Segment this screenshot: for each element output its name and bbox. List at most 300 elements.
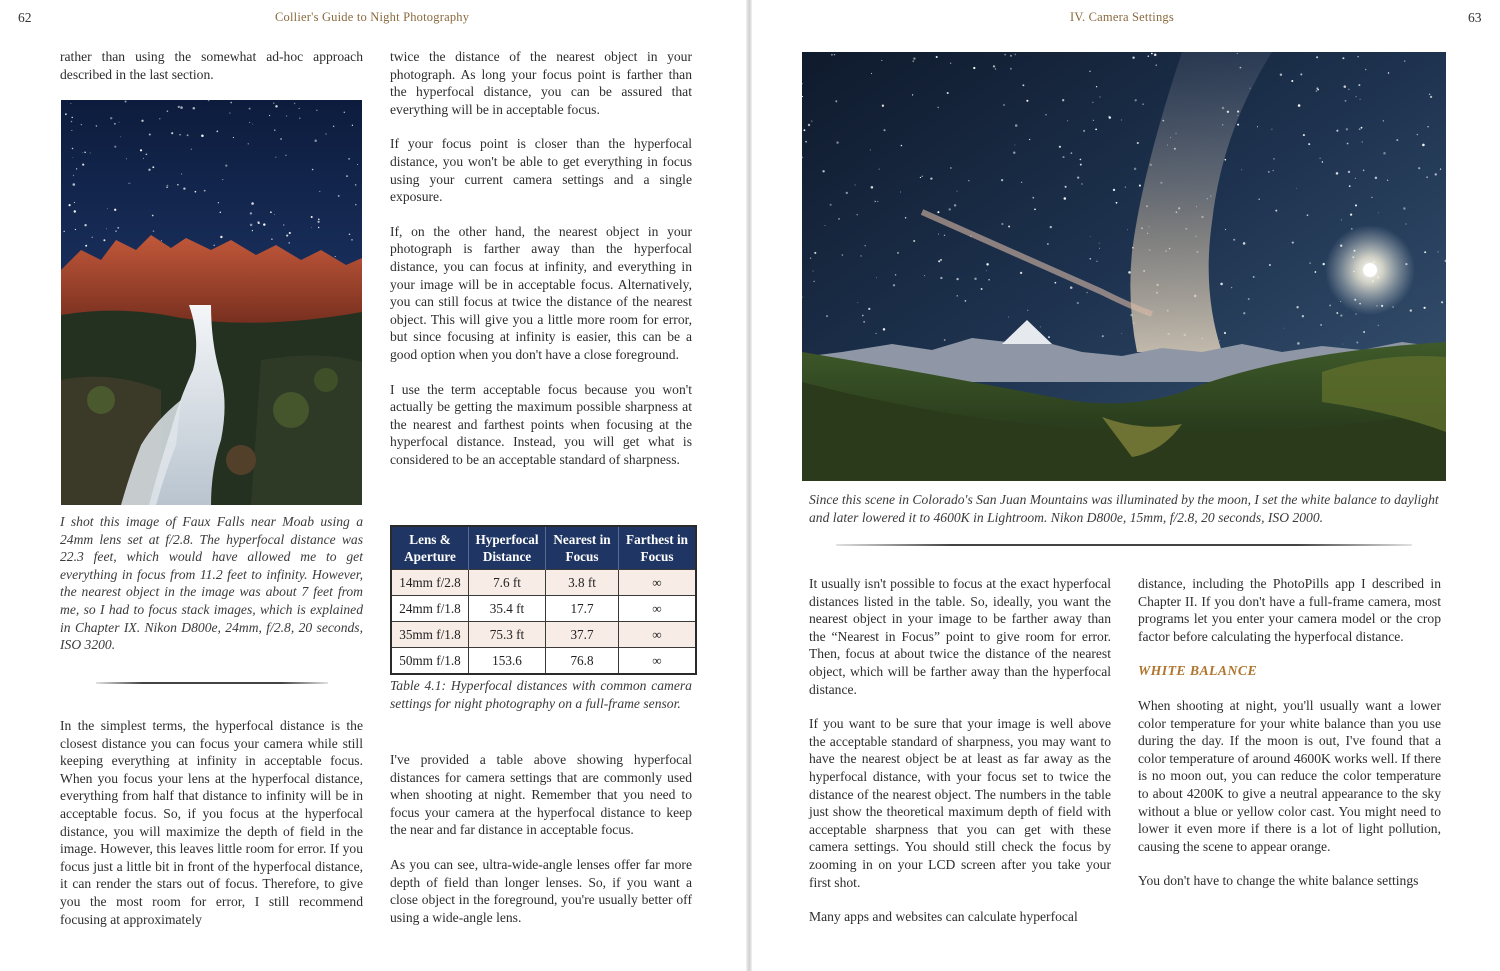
star <box>957 191 958 192</box>
star <box>1284 328 1285 329</box>
star <box>1349 185 1351 187</box>
star <box>986 263 988 265</box>
star <box>1099 243 1100 244</box>
star <box>257 221 259 223</box>
star <box>877 201 878 202</box>
star <box>72 157 73 158</box>
star <box>883 129 885 131</box>
star <box>1348 89 1349 90</box>
star <box>1355 204 1357 206</box>
star <box>220 212 221 213</box>
page-number-left: 62 <box>18 10 32 25</box>
star <box>874 201 875 202</box>
star <box>1320 324 1322 326</box>
star <box>1359 128 1361 130</box>
waterfall-photo-image <box>61 100 362 505</box>
milky-way-photo <box>802 52 1446 481</box>
star <box>1296 188 1297 189</box>
star <box>119 122 120 123</box>
star <box>110 117 112 119</box>
star <box>1089 258 1091 260</box>
star <box>1001 223 1003 225</box>
star <box>1424 251 1426 253</box>
star <box>229 113 230 114</box>
star <box>1307 214 1309 216</box>
star <box>968 180 970 182</box>
star <box>1355 178 1356 179</box>
star <box>70 103 71 104</box>
star <box>249 108 251 110</box>
star <box>181 173 182 174</box>
star <box>1378 212 1379 213</box>
star <box>230 102 232 104</box>
star <box>126 158 127 159</box>
star <box>1340 315 1342 317</box>
star <box>1378 325 1379 326</box>
star <box>248 143 249 144</box>
star <box>82 164 84 166</box>
star <box>117 227 119 229</box>
star <box>1134 168 1136 170</box>
section-heading-white-balance: WHITE BALANCE <box>1138 663 1258 679</box>
table-cell: 3.8 ft <box>546 570 619 596</box>
star <box>1064 197 1067 200</box>
left-col2-bottom <box>390 751 692 943</box>
star <box>314 139 317 142</box>
star <box>76 168 77 169</box>
waterfall-photo <box>61 100 362 505</box>
star <box>159 118 160 119</box>
left-page <box>0 0 748 971</box>
star <box>913 57 915 59</box>
star <box>1388 72 1389 73</box>
star <box>1020 272 1022 274</box>
star <box>318 219 320 221</box>
star <box>1113 189 1115 191</box>
star <box>912 60 914 62</box>
milky-way-caption: Since this scene in Colorado's San Juan Mountains was illuminated by the moon, I set the white balance to daylight and later lowered it to 4600K in Lightroom. Nikon D800e, 15mm, f/2.8, 20 seconds, ISO 2000. <box>809 492 1439 525</box>
star <box>956 278 958 280</box>
star <box>1067 120 1068 121</box>
star <box>1361 127 1363 129</box>
star <box>317 221 319 223</box>
star <box>71 130 72 131</box>
star <box>1273 158 1274 159</box>
table-cell: ∞ <box>619 570 697 596</box>
star <box>357 164 358 165</box>
star <box>220 236 222 238</box>
star <box>1241 169 1242 170</box>
hyperfocal-table <box>390 525 697 675</box>
star <box>233 137 234 138</box>
star <box>65 113 67 115</box>
star <box>1345 100 1347 102</box>
star <box>1010 68 1012 70</box>
star <box>289 232 291 234</box>
paragraph: rather than using the somewhat ad-hoc approach described in the last section. <box>60 49 363 82</box>
star <box>103 239 105 241</box>
star <box>286 116 287 117</box>
star <box>1243 242 1246 245</box>
star <box>1440 169 1441 170</box>
star <box>1102 335 1104 337</box>
star <box>352 125 353 126</box>
star <box>901 145 903 147</box>
star <box>826 315 827 316</box>
star <box>1342 344 1343 345</box>
star <box>879 169 880 170</box>
star <box>893 284 895 286</box>
table-cell: 35mm f/1.8 <box>391 622 469 648</box>
star <box>938 260 940 262</box>
star <box>1356 96 1357 97</box>
star <box>251 202 254 205</box>
star <box>973 67 975 69</box>
star <box>1220 283 1223 286</box>
star <box>1095 129 1097 131</box>
table-cell: 153.6 <box>469 648 546 675</box>
star <box>1296 306 1298 308</box>
star <box>1070 286 1073 289</box>
star <box>1032 197 1034 199</box>
table-cell: 17.7 <box>546 596 619 622</box>
star <box>355 204 357 206</box>
star <box>1001 179 1003 181</box>
table-cell: 50mm f/1.8 <box>391 648 469 675</box>
star <box>193 107 196 110</box>
star <box>1139 185 1141 187</box>
star <box>1065 186 1067 188</box>
star <box>152 215 154 217</box>
star <box>201 135 204 138</box>
star <box>1426 176 1428 178</box>
table-row <box>391 596 696 622</box>
star <box>1435 173 1437 175</box>
star <box>834 54 835 55</box>
star <box>125 100 127 102</box>
star <box>335 256 336 257</box>
star <box>813 281 814 282</box>
star <box>274 214 275 215</box>
star <box>120 136 121 137</box>
star <box>1422 144 1425 147</box>
table-cell: 14mm f/2.8 <box>391 570 469 596</box>
star <box>895 274 896 275</box>
star <box>191 149 192 150</box>
star <box>140 149 142 151</box>
star <box>1142 103 1144 105</box>
star <box>286 235 288 237</box>
star <box>269 115 270 116</box>
star <box>1062 99 1064 101</box>
star <box>1029 139 1030 140</box>
star <box>252 124 253 125</box>
star <box>355 184 357 186</box>
star <box>842 254 844 256</box>
star <box>1121 119 1122 120</box>
right-col2 <box>1138 575 1441 907</box>
star <box>855 184 856 185</box>
star <box>316 110 317 111</box>
star <box>846 192 848 194</box>
star <box>974 278 977 281</box>
star <box>274 130 275 131</box>
star <box>1355 313 1356 314</box>
star <box>1059 146 1061 148</box>
star <box>1224 159 1226 161</box>
star <box>74 202 75 203</box>
star <box>808 124 810 126</box>
star <box>312 169 314 171</box>
star <box>84 224 86 226</box>
star <box>1071 152 1073 154</box>
paragraph: In the simplest terms, the hyperfocal distance is the closest distance you can focus your camera while still keeping everything at infinity in acceptable focus. When you focus your lens at the hyperfocal distance, everything from half that distance to infinity will be in acceptable focus. So, if you focus at the hyperfocal distance, you will maximize the depth of field in the image. However, this leaves little room for error. If you focus just a little bit in front of the hyperfocal distance, it can render the stars out of focus. Therefore, to give you the most room for error, I still recommend focusing at approximately <box>60 718 363 927</box>
left-col2-top <box>390 48 692 485</box>
star <box>957 295 958 296</box>
table-cell: ∞ <box>619 648 697 675</box>
star <box>922 176 923 177</box>
paragraph: distance, including the PhotoPills app I described in Chapter II. If you don't have a full-frame camera, most programs let you enter your camera model or the crop factor before calculating the hyperfocal distance. <box>1138 576 1441 644</box>
star <box>146 153 148 155</box>
star <box>831 54 833 56</box>
star <box>349 233 351 235</box>
star <box>1108 116 1109 117</box>
star <box>949 208 951 210</box>
star <box>346 175 348 177</box>
star <box>947 92 949 94</box>
paragraph: If, on the other hand, the nearest object in your photograph is farther away than the hyperfocal distance, you can focus at infinity, and everything in your image will be in acceptable focus. Alternatively, you can still focus at twice the distance of the nearest object. This will give you a little more room for error, but since focusing at infinity is easier, this can be a good option when you don't have a close foreground. <box>390 223 692 362</box>
star <box>988 279 989 280</box>
star <box>1417 134 1418 135</box>
star <box>924 275 925 276</box>
table-row <box>391 622 696 648</box>
star <box>288 242 290 244</box>
star <box>1096 261 1097 262</box>
star <box>1356 342 1358 344</box>
star <box>1387 180 1388 181</box>
star <box>171 132 173 134</box>
star <box>930 177 932 179</box>
right-page <box>752 0 1500 971</box>
star <box>325 133 326 134</box>
star <box>1410 309 1412 311</box>
star <box>1010 55 1012 57</box>
star <box>1077 302 1079 304</box>
star <box>187 134 189 136</box>
star <box>106 228 107 229</box>
table-cell: 7.6 ft <box>469 570 546 596</box>
table-cell: 24mm f/1.8 <box>391 596 469 622</box>
star <box>861 255 862 256</box>
table-caption <box>390 677 692 712</box>
star <box>1225 229 1226 230</box>
star <box>944 339 946 341</box>
star <box>1297 342 1300 345</box>
star <box>881 60 882 61</box>
star <box>814 252 816 254</box>
star <box>1280 73 1282 75</box>
star <box>938 234 939 235</box>
star <box>1027 310 1028 311</box>
star <box>1383 152 1386 155</box>
star <box>830 204 832 206</box>
star <box>876 277 877 278</box>
caption-divider-right <box>836 544 1412 546</box>
star <box>179 134 181 136</box>
star <box>178 106 180 108</box>
star <box>250 224 253 227</box>
star <box>1083 130 1085 132</box>
star <box>348 158 350 160</box>
star <box>75 229 76 230</box>
star <box>1090 236 1091 237</box>
star <box>1375 177 1377 179</box>
star <box>1300 73 1302 75</box>
star <box>85 245 87 247</box>
star <box>96 125 98 127</box>
star <box>275 157 276 158</box>
caption-divider <box>96 682 328 684</box>
star <box>1342 57 1344 59</box>
star <box>299 117 301 119</box>
star <box>1050 226 1052 228</box>
star <box>1344 85 1347 88</box>
star <box>1125 187 1126 188</box>
star <box>222 179 223 180</box>
star <box>166 187 167 188</box>
star <box>1132 57 1134 59</box>
star <box>995 68 996 69</box>
star <box>177 184 179 186</box>
star <box>954 204 956 206</box>
star <box>1371 197 1372 198</box>
star <box>216 131 218 133</box>
star <box>1430 96 1432 98</box>
star <box>1309 262 1311 264</box>
star <box>1404 60 1406 62</box>
star <box>114 146 116 148</box>
star <box>1292 242 1294 244</box>
star <box>73 183 76 186</box>
star <box>252 230 253 231</box>
star <box>1429 94 1431 96</box>
star <box>810 257 812 259</box>
star <box>1128 271 1131 274</box>
star <box>1099 248 1100 249</box>
table-cell: ∞ <box>619 596 697 622</box>
star <box>319 191 320 192</box>
star <box>167 110 169 112</box>
star <box>285 155 286 156</box>
paragraph: When shooting at night, you'll usually want a lower color temperature for your white balance than you use during the day. If the moon is out, I've found that a color temperature of around 4600K works well. If there is no moon out, you can reduce the color temperature to about 4200K to give a neutral appearance to the sky without a blue or yellow color cast. You might need to lower it even more if there is a lot of light pollution, causing the scene to appear orange. <box>1138 697 1441 854</box>
table-header-cell: Hyperfocal Distance <box>469 526 546 570</box>
star <box>1156 65 1157 66</box>
star <box>71 121 73 123</box>
star <box>1151 53 1153 55</box>
star <box>1135 99 1137 101</box>
star <box>824 225 825 226</box>
star <box>863 321 864 322</box>
star <box>72 148 73 149</box>
star <box>1034 208 1036 210</box>
star <box>1243 312 1245 314</box>
star <box>1093 120 1094 121</box>
star <box>857 302 858 303</box>
running-head-right: IV. Camera Settings <box>1070 10 1174 24</box>
star <box>937 107 939 109</box>
star <box>871 73 872 74</box>
star <box>857 214 858 215</box>
star <box>249 122 250 123</box>
star <box>1348 171 1350 173</box>
star <box>1080 164 1082 166</box>
star <box>1137 142 1139 144</box>
star <box>1291 80 1293 82</box>
star <box>1275 210 1277 212</box>
star <box>1055 282 1057 284</box>
star <box>965 300 967 302</box>
star <box>1403 207 1405 209</box>
star <box>1346 128 1348 130</box>
star <box>1269 264 1271 266</box>
star <box>1014 145 1015 146</box>
paragraph: It usually isn't possible to focus at the exact hyperfocal distances listed in the table. So, ideally, you want the nearest object in your image to be farther away than the “Nearest in Focus” point to give room for error. Then, focus at about twice the distance of the nearest object, which will be farther away than the hyperfocal distance. <box>809 576 1111 697</box>
star <box>1336 312 1338 314</box>
right-col1 <box>809 575 1111 943</box>
star <box>864 245 866 247</box>
star <box>1441 301 1443 303</box>
star <box>912 94 913 95</box>
star <box>1336 172 1339 175</box>
star <box>920 177 921 178</box>
star <box>1308 143 1310 145</box>
star <box>1219 340 1220 341</box>
star <box>180 106 183 109</box>
table-header-cell: Nearest in Focus <box>546 526 619 570</box>
star <box>1021 182 1022 183</box>
star <box>1248 298 1250 300</box>
star <box>913 240 915 242</box>
star <box>114 209 116 211</box>
star <box>107 208 108 209</box>
star <box>1077 176 1079 178</box>
star <box>802 96 803 97</box>
star <box>836 141 838 143</box>
star <box>805 141 807 143</box>
star <box>143 158 144 159</box>
star <box>90 153 91 154</box>
star <box>1396 139 1398 141</box>
star <box>195 191 197 193</box>
star <box>1004 54 1006 56</box>
table-cell: 35.4 ft <box>469 596 546 622</box>
hyperfocal-table-wrap <box>390 525 697 675</box>
star <box>1437 251 1438 252</box>
star <box>1316 87 1318 89</box>
star <box>1350 213 1352 215</box>
star <box>1003 104 1005 106</box>
table-header-cell: Farthest in Focus <box>619 526 697 570</box>
star <box>1322 263 1324 265</box>
star <box>1362 141 1363 142</box>
star <box>92 237 93 238</box>
paragraph: I use the term acceptable focus because you won't actually be getting the maximum possible sharpness at the nearest and farthest points when focusing at the hyperfocal distance. Instead, you will get what is considered to be an acceptable standard of sharpness. <box>390 381 692 467</box>
star <box>950 63 951 64</box>
star <box>822 170 824 172</box>
paragraph: If your focus point is closer than the hyperfocal distance, you won't be able to get everything in focus using your current camera settings and a single exposure. <box>390 136 692 205</box>
paragraph: You don't have to change the white balance settings <box>1138 873 1419 889</box>
star <box>1121 333 1122 334</box>
